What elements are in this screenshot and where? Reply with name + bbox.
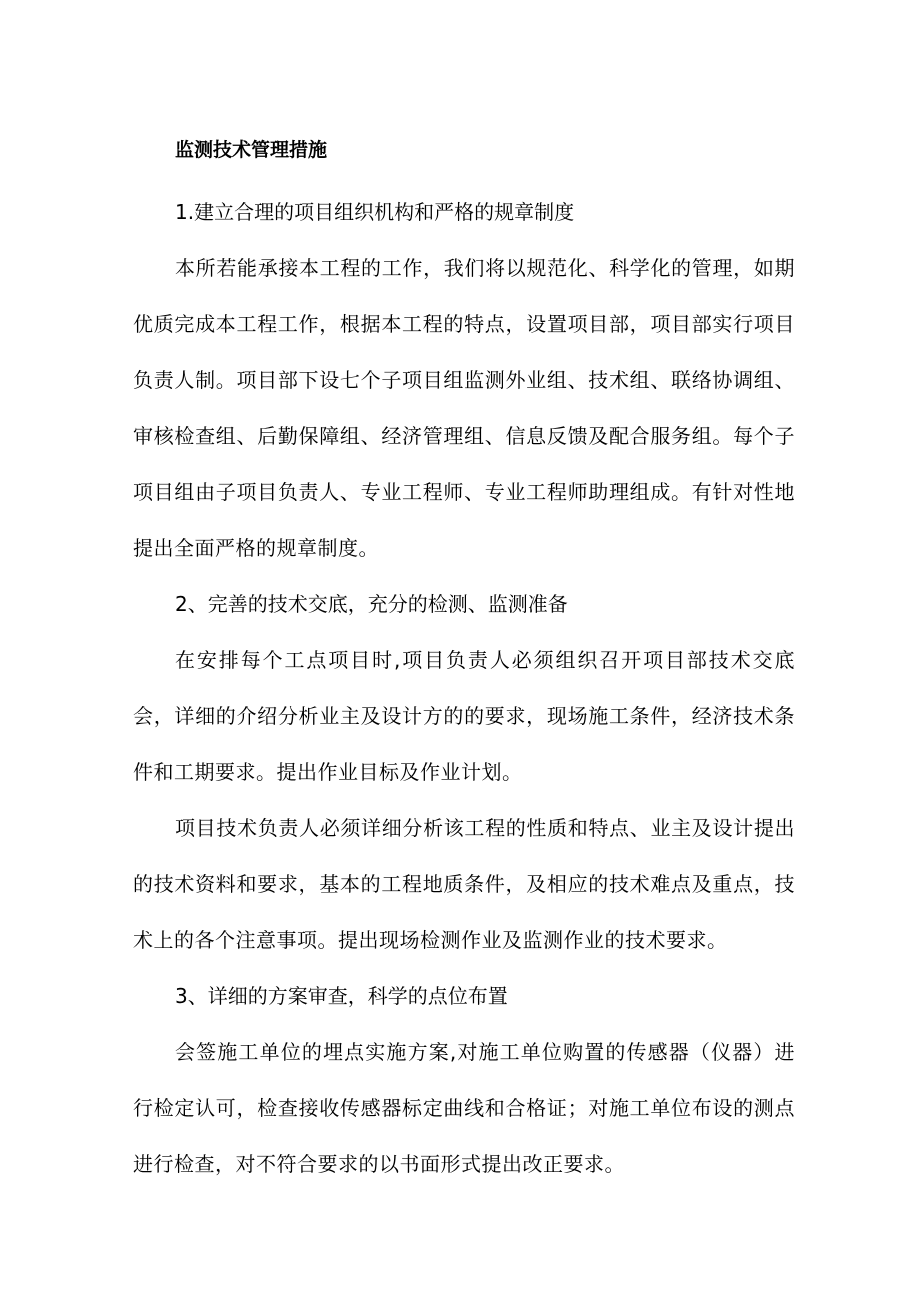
section-2-paragraph-2: 项目技术负责人必须详细分析该工程的性质和特点、业主及设计提出的技术资料和要求，基本的工程地质条件，及相应的技术难点及重点，技术上的各个注意事项。提出现场检测作业及监测作业的技术要求。 [133,816,795,952]
section-heading-1: 1.建立合理的项目组织机构和严格的规章制度 [175,200,575,224]
section-3-paragraph-1: 会签施工单位的埋点实施方案,对施工单位购置的传感器（仪器）进行检定认可，检查接收传感器标定曲线和合格证；对施工单位布设的测点进行检查，对不符合要求的以书面形式提出改正要求。 [133,1040,795,1176]
document-title: 监测技术管理措施 [175,139,328,161]
section-heading-3: 3、详细的方案审查，科学的点位布置 [175,984,508,1008]
section-heading-2: 2、完善的技术交底，充分的检测、监测准备 [175,592,568,616]
document-body [133,128,795,1192]
section-1-paragraph-1: 本所若能承接本工程的工作，我们将以规范化、科学化的管理，如期优质完成本工程工作，根据本工程的特点，设置项目部，项目部实行项目负责人制。项目部下设七个子项目组监测外业组、技术组、联络协调组、审核检查组、后勤保障组、经济管理组、信息反馈及配合服务组。每个子项目组由子项目负责人、专业工程师、专业工程师助理组成。有针对性地提出全面严格的规章制度。 [133,256,795,560]
section-2-paragraph-1: 在安排每个工点项目时,项目负责人必须组织召开项目部技术交底会，详细的介绍分析业主及设计方的的要求，现场施工条件，经济技术条件和工期要求。提出作业目标及作业计划。 [133,648,795,784]
